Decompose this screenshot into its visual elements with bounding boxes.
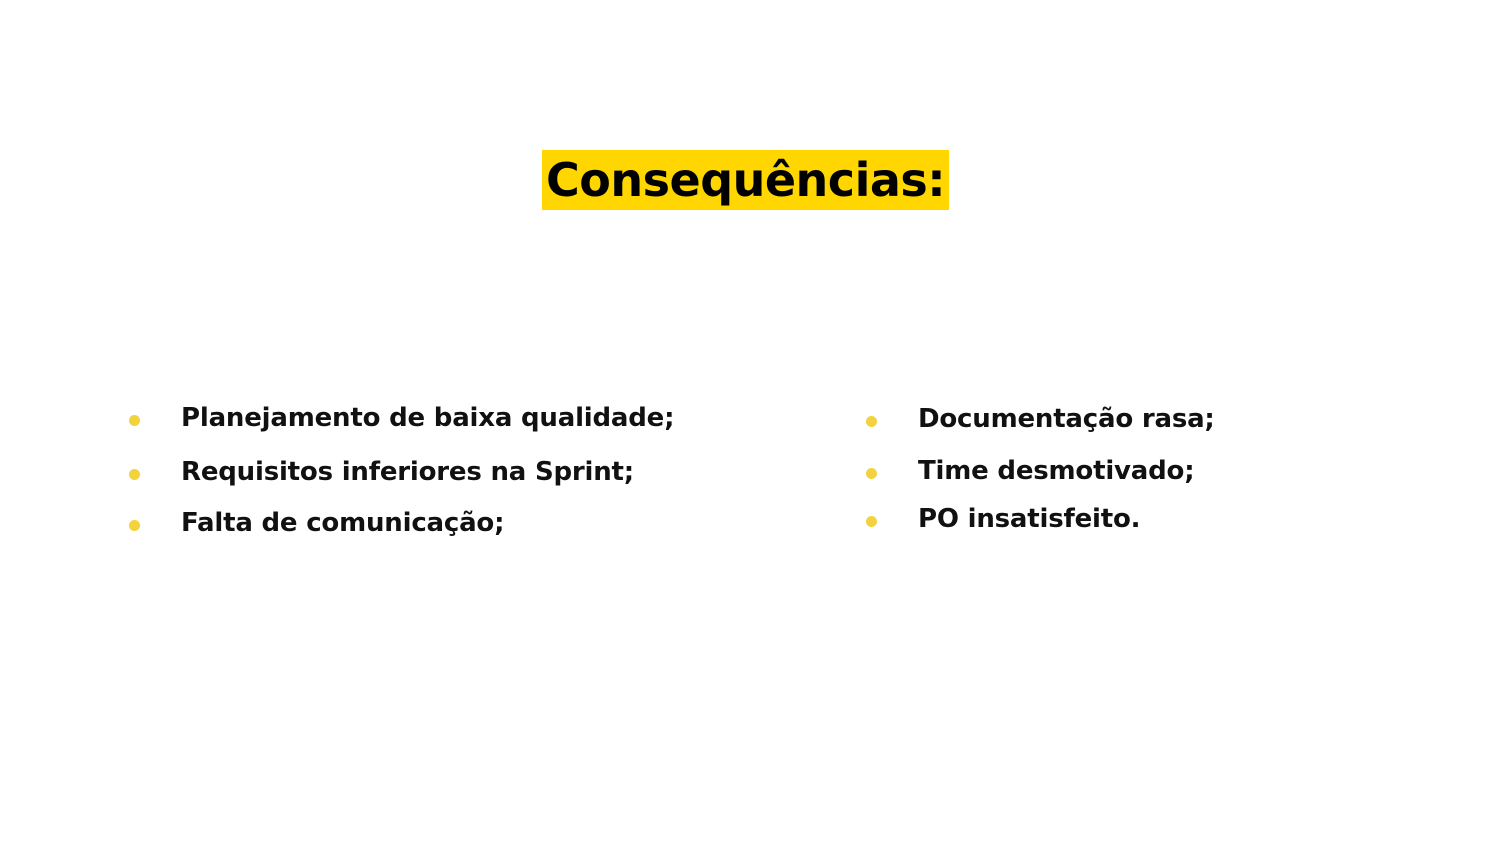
list-item-text: Requisitos inferiores na Sprint; (181, 457, 634, 487)
slide-title: Consequências: (542, 150, 949, 210)
bullet-dot-icon (866, 416, 877, 427)
list-item-text: Documentação rasa; (918, 404, 1215, 434)
bullet-dot-icon (866, 468, 877, 479)
list-item-text: Time desmotivado; (918, 456, 1195, 486)
bullet-dot-icon (866, 516, 877, 527)
bullet-dot-icon (129, 520, 140, 531)
bullet-dot-icon (129, 469, 140, 480)
bullet-dot-icon (129, 415, 140, 426)
list-item-text: PO insatisfeito. (918, 504, 1141, 534)
list-item-text: Falta de comunicação; (181, 508, 505, 538)
list-item-text: Planejamento de baixa qualidade; (181, 403, 675, 433)
